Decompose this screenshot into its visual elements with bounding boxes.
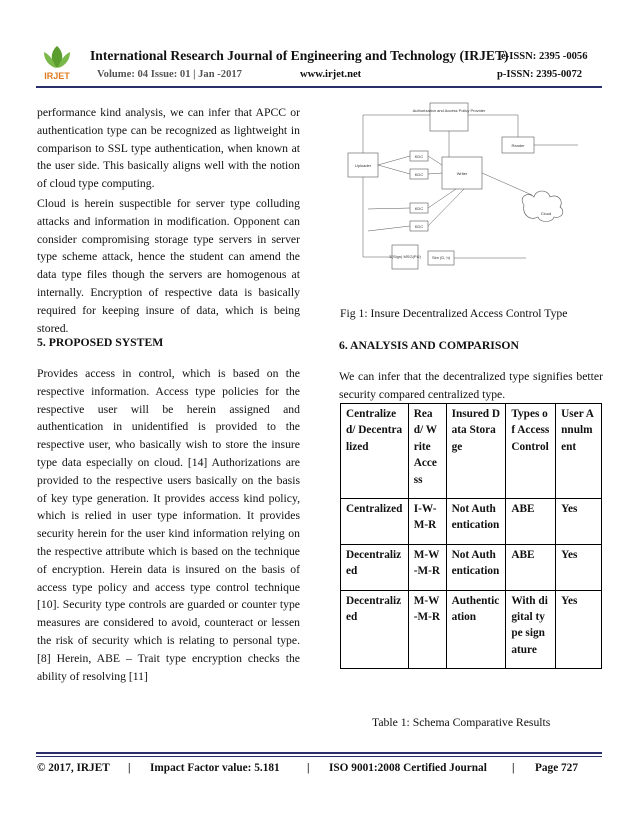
- figure-caption: Fig 1: Insure Decentralized Access Control Type: [340, 307, 568, 320]
- volume-issue: Volume: 04 Issue: 01 | Jan -2017: [97, 69, 242, 80]
- table-cell: Decentralized: [341, 590, 409, 669]
- cloud-label: Cloud: [540, 211, 552, 216]
- table-cell: Centralized: [341, 499, 409, 545]
- section-heading-proposed-system: 5. PROPOSED SYSTEM: [37, 336, 164, 349]
- left-paragraph-2: Cloud is herein suspectible for server type colluding attacks and information in modification. Opponent can consider compromising storage type servers in server type scheme attack, hence the student can amend the data type files though the servers are homogenous at internally. Encryption of respective data is basically required for keeping insure of data, which is being stored.: [37, 197, 300, 335]
- p-issn: p-ISSN: 2395-0072: [497, 69, 583, 80]
- table-row: [341, 590, 602, 669]
- cloud-shape: [522, 191, 563, 222]
- table-cell: Yes: [556, 499, 602, 545]
- footer-copyright: © 2017, IRJET: [37, 762, 110, 774]
- header-rule: [36, 86, 602, 88]
- footer-separator: |: [512, 762, 515, 774]
- footer-rule-thin: [36, 756, 602, 757]
- right-paragraph-1: We can infer that the decentralized type signifies better security compared centralized type.: [339, 370, 603, 401]
- left-paragraph-3: Provides access in control, which is based on the respective information. Access type policies for the respective user will be herein assigned and authentication in unidentified is provided to the respective user, who basically wish to store the insure type data especially on cloud. [14] Authorizations are provided to the respective users basically on the basis of key type generation. It provides access kind policy, which is relied in user type information. It provides security herein for the user kind information relying on the respective attribute which is based on the technique of encryption. Herein data is insured on the basis of access type policy and access type control technique [10]. Security type controls are guarded or counter type measures are considered to avoid, counteract or lessen the risk of security which is relating to personal type. [8] Herein, ABE – Trait type encryption checks the ability of resolving [11]: [37, 367, 300, 683]
- table-header-cell: Centralized/ Decentralized: [341, 404, 409, 499]
- footer-separator: |: [307, 762, 310, 774]
- table-cell: Yes: [556, 544, 602, 590]
- table-header-cell: Types of Access Control: [506, 404, 556, 499]
- left-paragraph-1: performance kind analysis, we can infer that APCC or authentication type can be recognized as lightweight in comparison to SSL type authentication, when known at the user side. This basically aligns well with the notion of cloud type computing.: [37, 106, 300, 191]
- comparison-table: [340, 403, 602, 669]
- footer-page-number: Page 727: [535, 762, 578, 774]
- table-row: [341, 499, 602, 545]
- writer-label: Writer: [456, 171, 468, 176]
- table-cell: Authentication: [446, 590, 506, 669]
- table-header-cell: Read/ Write Access: [408, 404, 446, 499]
- sig-label: Σ(Sign) MSG(PU): [389, 254, 421, 259]
- kdc-label-1: KDC: [414, 154, 424, 159]
- table-cell: M-W-M-R: [408, 590, 446, 669]
- table-cell: Decentralized: [341, 544, 409, 590]
- table-header-row: [341, 404, 602, 499]
- kdc-label-2: KDC: [414, 172, 424, 177]
- uploader-label: Uploader: [354, 163, 372, 168]
- table-row: [341, 544, 602, 590]
- footer-iso: ISO 9001:2008 Certified Journal: [329, 762, 487, 774]
- table-cell: With digital type signature: [506, 590, 556, 669]
- table-cell: ABE: [506, 499, 556, 545]
- website-link[interactable]: www.irjet.net: [300, 69, 362, 80]
- table-cell: Yes: [556, 590, 602, 669]
- sim-label: Sim (D, h): [432, 255, 450, 260]
- table-header-cell: Insured Data Storage: [446, 404, 506, 499]
- logo-leaf-icon: [44, 46, 70, 68]
- kdc-label-3: KDC: [414, 206, 424, 211]
- reader-label: Reader: [511, 143, 525, 148]
- table-cell: Not Authentication: [446, 499, 506, 545]
- logo-text: IRJET: [44, 71, 70, 81]
- footer-impact-factor: Impact Factor value: 5.181: [150, 762, 280, 774]
- authority-label: Authorization and Access Policy Provider: [412, 108, 486, 113]
- table-cell: Not Authentication: [446, 544, 506, 590]
- footer-separator: |: [128, 762, 131, 774]
- journal-title: International Research Journal of Engineering and Technology (IRJET): [90, 48, 509, 63]
- table-header-cell: User Annulment: [556, 404, 602, 499]
- section-heading-analysis: 6. ANALYSIS AND COMPARISON: [339, 339, 519, 352]
- table-caption: Table 1: Schema Comparative Results: [372, 716, 551, 729]
- access-control-diagram: [346, 101, 590, 273]
- footer-rule: [36, 752, 602, 754]
- kdc-label-4: KDC: [414, 224, 424, 229]
- e-issn: e-ISSN: 2395 -0056: [501, 51, 588, 62]
- table-cell: ABE: [506, 544, 556, 590]
- table-cell: M-W-M-R: [408, 544, 446, 590]
- journal-logo: [36, 42, 78, 82]
- table-cell: I-W-M-R: [408, 499, 446, 545]
